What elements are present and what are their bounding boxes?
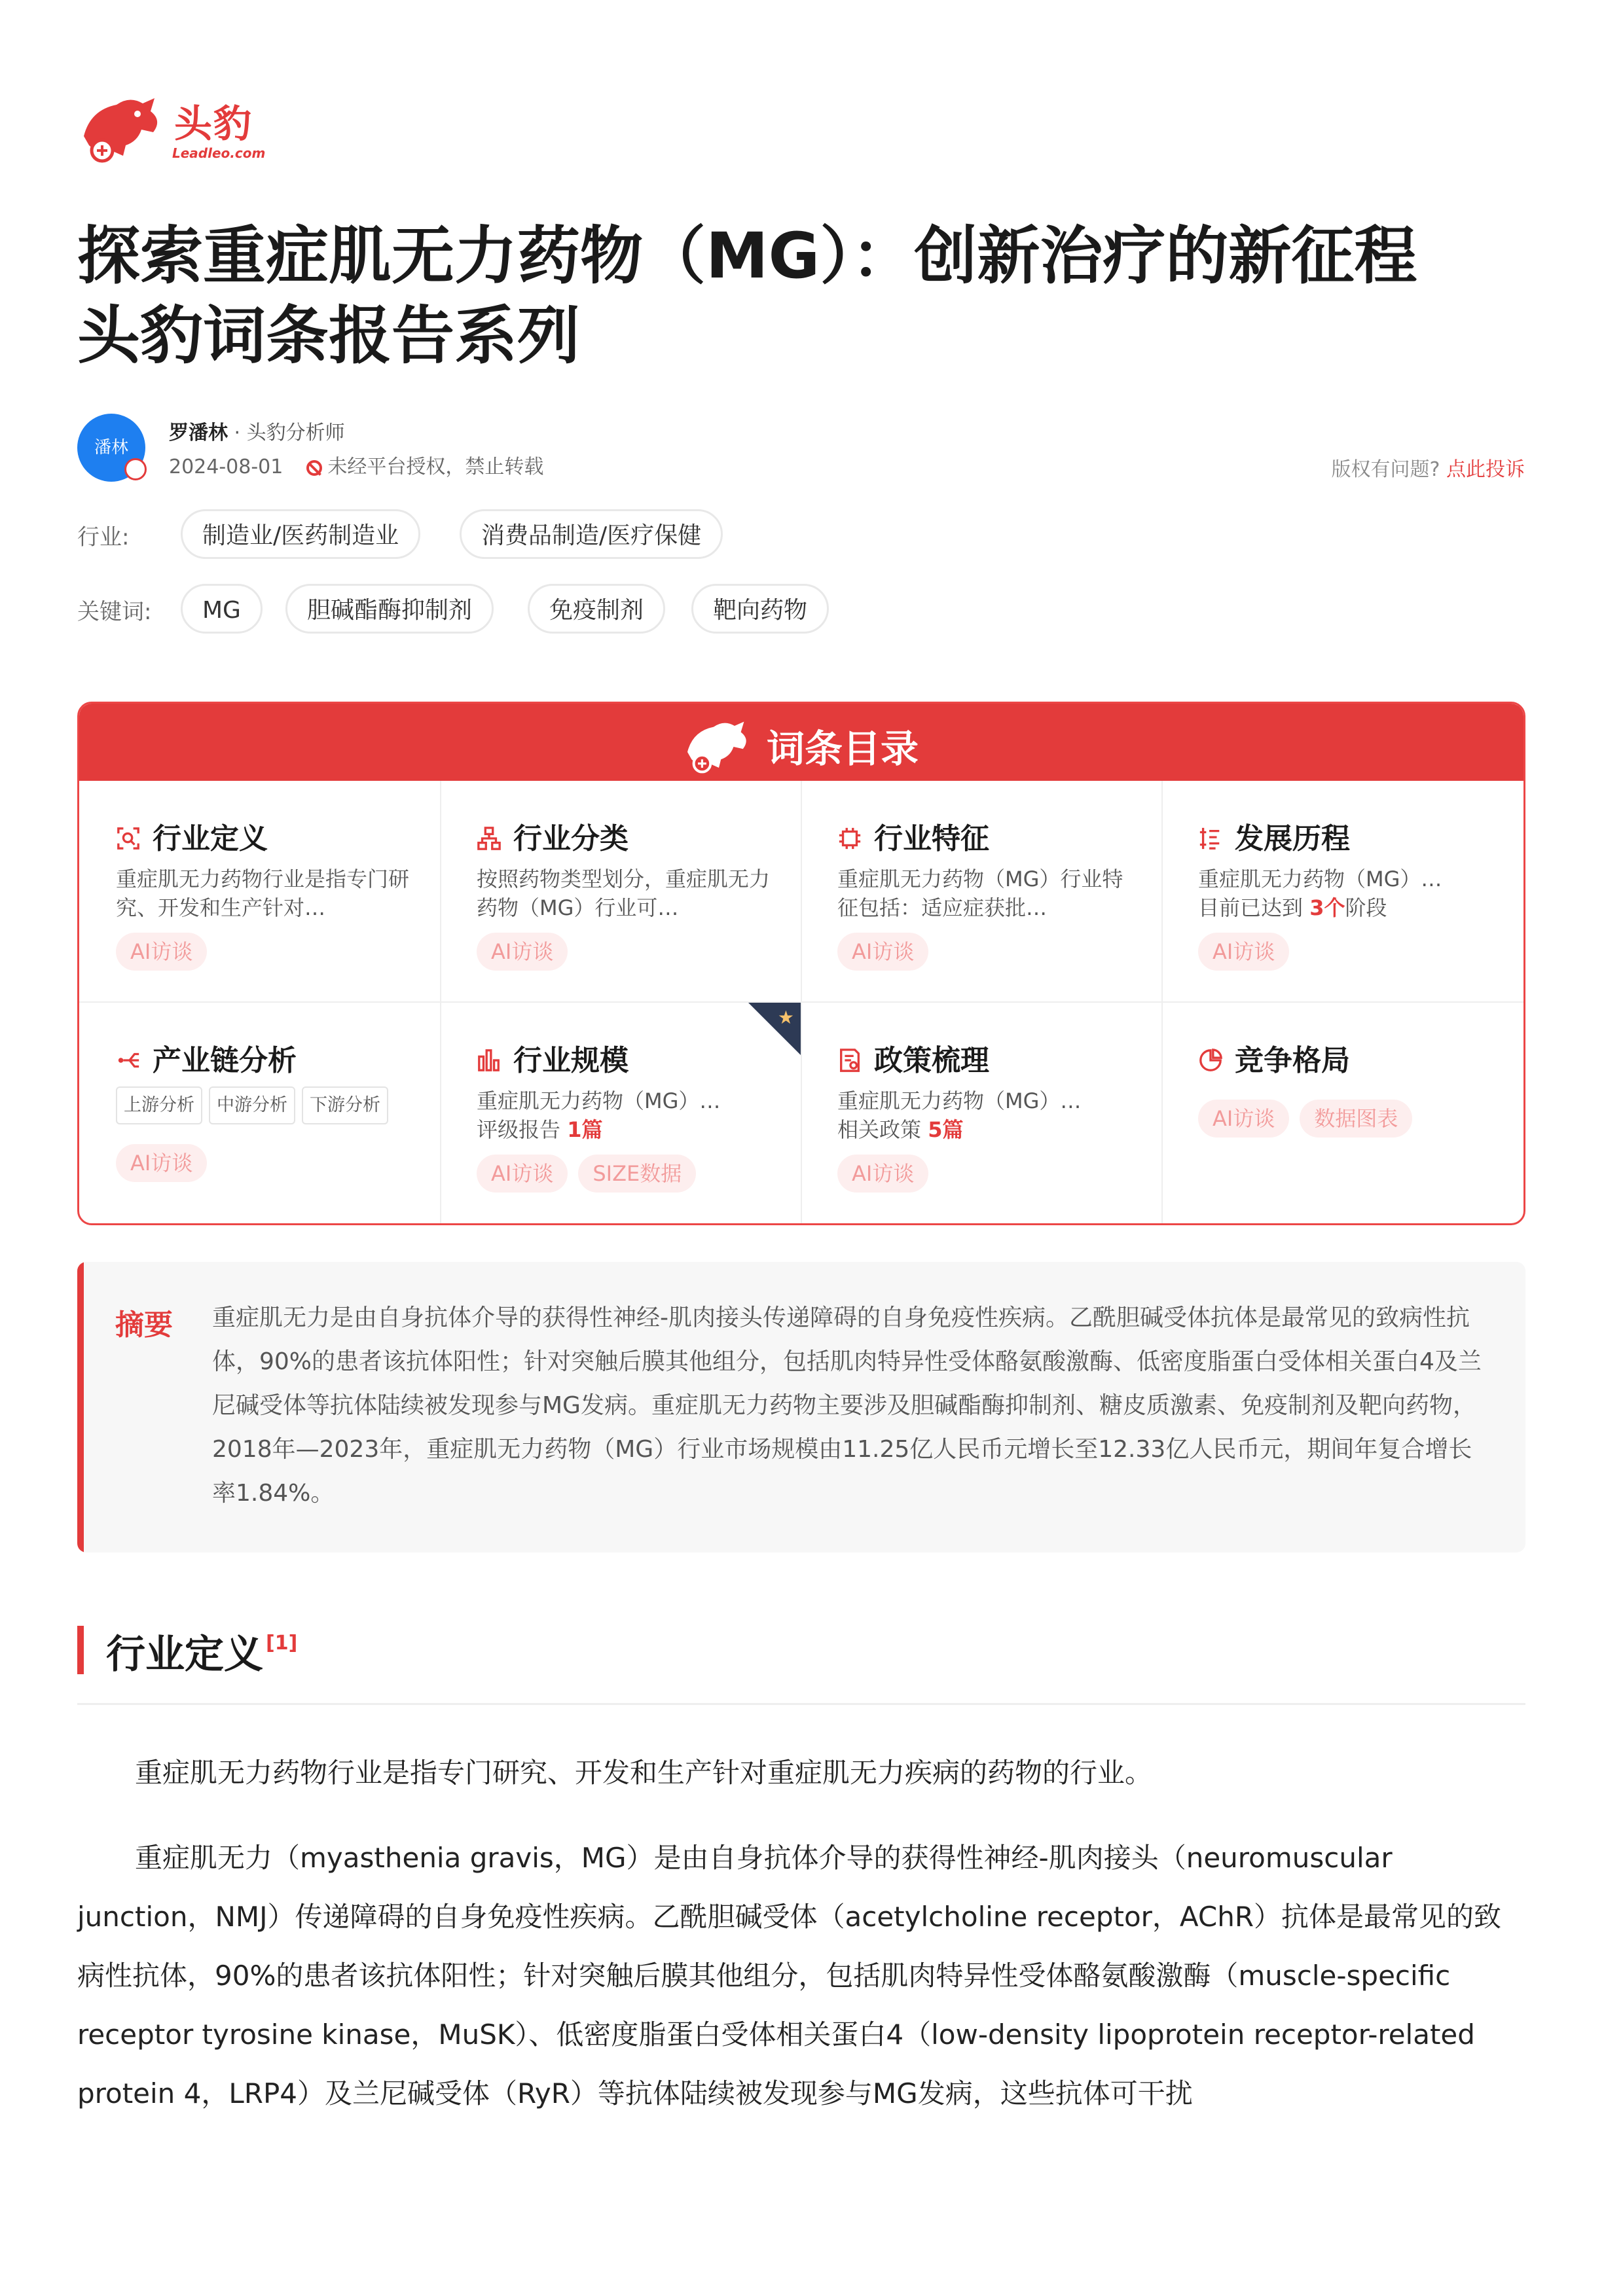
- toc-item-title: 发展历程: [1198, 815, 1350, 857]
- keyword-tag[interactable]: 靶向药物: [691, 584, 829, 634]
- repost-notice: 未经平台授权，禁止转载: [327, 456, 544, 478]
- leopard-logo-icon: [77, 90, 169, 169]
- upstream-tag[interactable]: 上游分析: [116, 1086, 202, 1124]
- toc-item-features[interactable]: [801, 781, 1161, 1003]
- toc-item-desc: 重症肌无力药物行业是指专门研究、开发和生产针对…: [116, 867, 410, 920]
- section-divider: [77, 1703, 1525, 1705]
- date-row: [169, 450, 543, 479]
- forbidden-icon: [306, 460, 322, 476]
- paragraph: 重症肌无力药物行业是指专门研究、开发和生产针对重症肌无力疾病的药物的行业。: [135, 1757, 1153, 1789]
- toc-title: 词条目录: [767, 726, 919, 771]
- data-charts-pill[interactable]: 数据图表: [1300, 1100, 1412, 1138]
- ai-interview-pill[interactable]: AI访谈: [477, 933, 568, 971]
- toc-item-title: 政策梳理: [837, 1037, 989, 1079]
- ai-interview-pill[interactable]: AI访谈: [116, 933, 207, 971]
- stage-count: 3个: [1309, 895, 1345, 920]
- abstract-label: 摘要: [115, 1308, 173, 1342]
- chip-icon: [837, 826, 862, 851]
- ai-interview-pill[interactable]: AI访谈: [1198, 933, 1289, 971]
- reference-marker[interactable]: [1]: [266, 1632, 298, 1655]
- keywords-label: 关键词:: [77, 599, 152, 625]
- policy-count: 5篇: [928, 1117, 964, 1142]
- copyright-notice: [1332, 453, 1525, 482]
- toc-item-history[interactable]: [1161, 781, 1522, 1003]
- toc-item-competition[interactable]: [1161, 1003, 1522, 1225]
- chain-flow-icon: [116, 1048, 141, 1073]
- page-title-line1: 探索重症肌无力药物（MG）：创新治疗的新征程: [77, 219, 1417, 293]
- toc-item-desc: 重症肌无力药物（MG）行业特征包括：适应症获批…: [837, 867, 1123, 920]
- report-count: 1篇: [567, 1117, 603, 1142]
- star-icon: ★: [777, 1007, 794, 1028]
- avatar-badge-icon: [124, 458, 147, 480]
- toc-item-title: 竞争格局: [1198, 1037, 1350, 1079]
- toc-header: [79, 704, 1523, 781]
- toc-item-desc: 重症肌无力药物（MG）… 相关政策 5篇: [837, 1088, 1082, 1142]
- leopard-logo-icon: [680, 715, 757, 778]
- ai-interview-pill[interactable]: AI访谈: [116, 1144, 207, 1182]
- keyword-tag[interactable]: 免疫制剂: [528, 584, 665, 634]
- paragraph: 重症肌无力（myasthenia gravis，MG）是由自身抗体介导的获得性神经-肌肉接头（neuromuscular junction，NMJ）传递障碍的自身免疫性疾病。乙酰胆碱受体（acetylcholine receptor，AChR）抗体是最常见的致病性抗体，90%的患者该抗体阳性；针对突触后膜其他组分，包括肌肉特异性受体酪氨酸激酶（muscle-specific receptor tyrosine kinase，MuSK）、低密度脂蛋白受体相关蛋白4（low-density lipoprotein receptor-related protein 4，LRP4）及兰尼碱受体（RyR）等抗体陆续被发现参与MG发病，这些抗体可干扰: [77, 1842, 1502, 2109]
- industry-tag[interactable]: 消费品制造/医疗保健: [460, 509, 723, 559]
- chain-tags: [116, 1086, 395, 1124]
- abstract-accent-bar: [77, 1262, 84, 1552]
- midstream-tag[interactable]: 中游分析: [209, 1086, 295, 1124]
- scan-search-icon: [116, 826, 141, 851]
- author-name[interactable]: 罗潘林: [169, 422, 228, 444]
- page-title-line2: 头豹词条报告系列: [77, 299, 580, 372]
- industry-tag[interactable]: 制造业/医药制造业: [181, 509, 420, 559]
- toc-item-title: 行业定义: [116, 815, 268, 857]
- policy-document-icon: [837, 1048, 862, 1073]
- abstract-box: [77, 1262, 1525, 1552]
- toc-item-title: 行业规模: [477, 1037, 629, 1079]
- bar-chart-icon: [477, 1048, 501, 1073]
- ai-interview-pill[interactable]: AI访谈: [837, 933, 928, 971]
- toc-item-title: 行业分类: [477, 815, 629, 857]
- toc-card: [77, 702, 1525, 1225]
- page-title: [77, 216, 1544, 376]
- ai-interview-pill[interactable]: AI访谈: [1198, 1100, 1289, 1138]
- brand-domain: Leadleo.com: [172, 145, 266, 161]
- section-title: 行业定义 [1]: [106, 1632, 298, 1677]
- author-line: [169, 416, 345, 445]
- avatar[interactable]: [77, 414, 145, 482]
- timeline-icon: [1198, 826, 1223, 851]
- ai-interview-pill[interactable]: AI访谈: [837, 1155, 928, 1193]
- toc-item-scale[interactable]: [440, 1003, 801, 1225]
- brand-logo[interactable]: [77, 90, 266, 169]
- industry-label: 行业:: [77, 524, 130, 550]
- keyword-tag[interactable]: MG: [181, 584, 263, 634]
- keyword-tag[interactable]: 胆碱酯酶抑制剂: [285, 584, 494, 634]
- ai-interview-pill[interactable]: AI访谈: [477, 1155, 568, 1193]
- toc-item-desc: 按照药物类型划分，重症肌无力药物（MG）行业可…: [477, 867, 771, 920]
- brand-name: 头豹: [174, 101, 253, 146]
- toc-item-title: 产业链分析: [116, 1037, 297, 1079]
- hierarchy-icon: [477, 826, 501, 851]
- author-role: · 头豹分析师: [228, 422, 345, 444]
- downstream-tag[interactable]: 下游分析: [302, 1086, 388, 1124]
- report-link[interactable]: 点此投诉: [1446, 458, 1525, 481]
- abstract-text: 重症肌无力是由自身抗体介导的获得性神经-肌肉接头传递障碍的自身免疫性疾病。乙酰胆碱受体抗体是最常见的致病性抗体，90%的患者该抗体阳性；针对突触后膜其他组分，包括肌肉特异性受体酪氨酸激酶、低密度脂蛋白受体相关蛋白4及兰尼碱受体等抗体陆续被发现参与MG发病。重症肌无力药物主要涉及胆碱酯酶抑制剂、糖皮质激素、免疫制剂及靶向药物，2018年—2023年，重症肌无力药物（MG）行业市场规模由11.25亿人民币元增长至12.33亿人民币元，期间年复合增长率1.84%。: [212, 1304, 1482, 1507]
- toc-item-definition[interactable]: [79, 781, 440, 1003]
- toc-item-desc: 重症肌无力药物（MG）… 目前已达到 3个阶段: [1198, 867, 1442, 920]
- copyright-question: 版权有问题?: [1331, 458, 1440, 481]
- toc-item-title: 行业特征: [837, 815, 989, 857]
- toc-item-policy[interactable]: [801, 1003, 1161, 1225]
- avatar-text: 潘林: [94, 438, 128, 457]
- publish-date: 2024-08-01: [169, 456, 283, 478]
- toc-item-chain[interactable]: [79, 1003, 440, 1225]
- section-accent-bar: [77, 1626, 84, 1674]
- toc-item-desc: 重症肌无力药物（MG）… 评级报告 1篇: [477, 1088, 721, 1142]
- pie-chart-icon: [1198, 1048, 1223, 1073]
- toc-item-classification[interactable]: [440, 781, 801, 1003]
- size-data-pill[interactable]: SIZE数据: [578, 1155, 696, 1193]
